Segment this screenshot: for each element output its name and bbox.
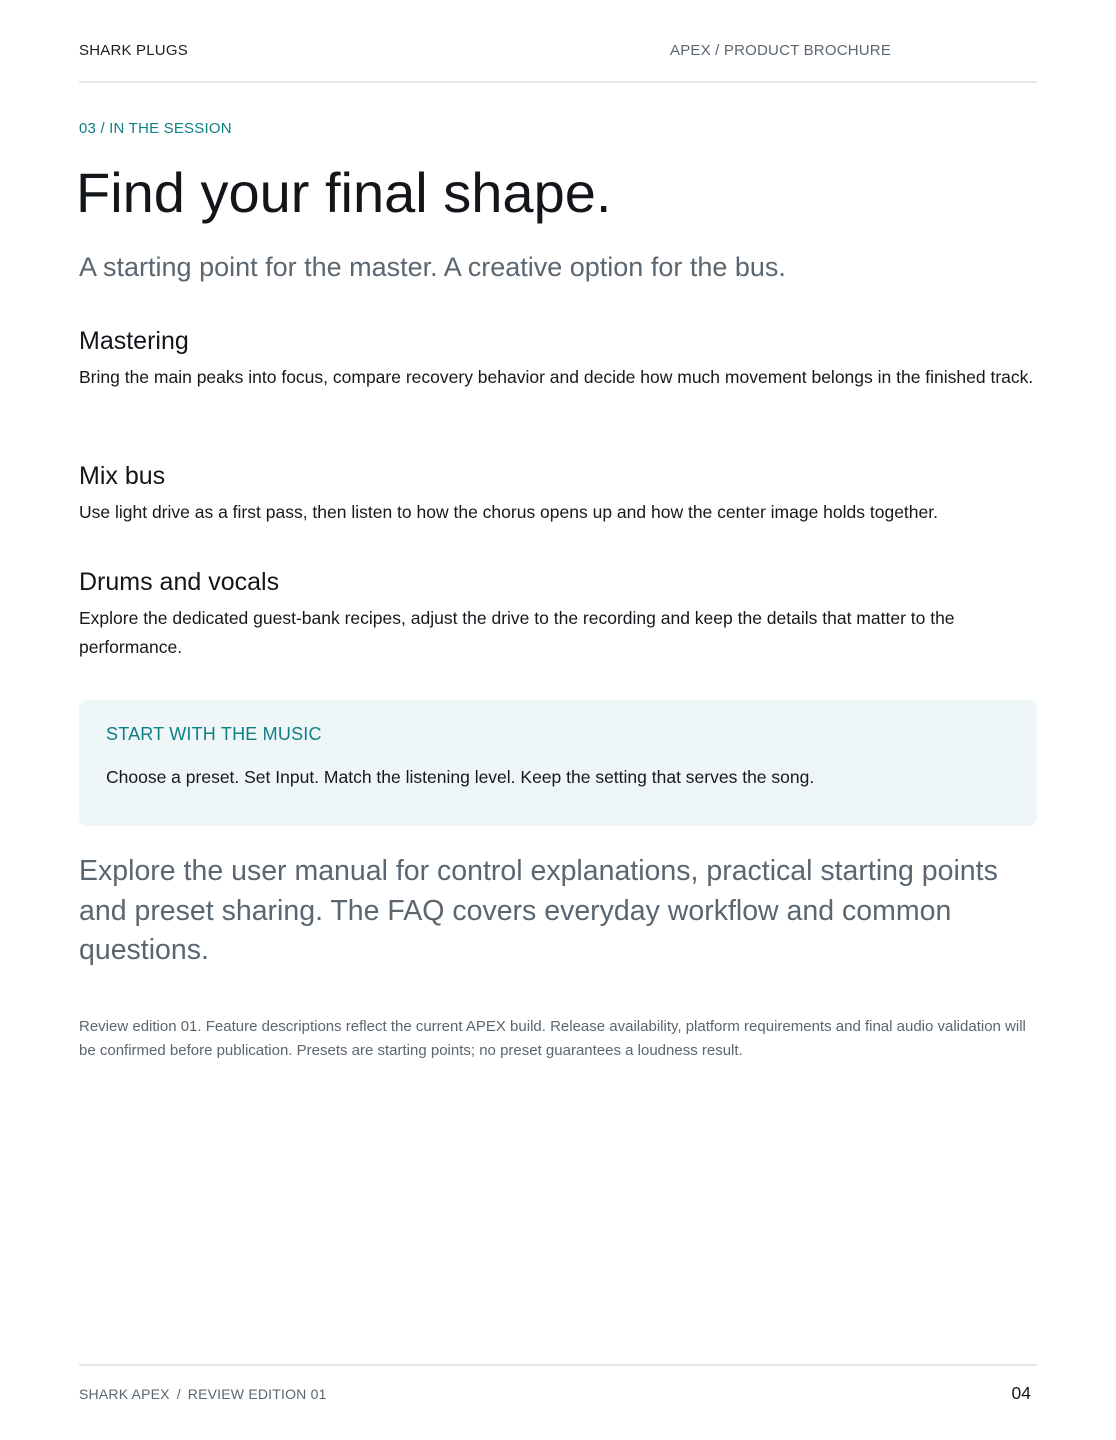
lead-paragraph: Explore the user manual for control explanations, practical starting points and preset sharing. The FAQ covers everyday workflow and common questions. <box>79 855 998 966</box>
page-footer <box>79 1386 327 1402</box>
use-case-heading: Mix bus <box>79 462 166 490</box>
page-title: Find your final shape. <box>76 161 612 224</box>
use-case-body: Use light drive as a first pass, then listen to how the chorus opens up and how the center image holds together. <box>79 502 938 522</box>
footer-separator: / <box>176 1386 181 1402</box>
disclaimer-note: Review edition 01. Feature descriptions reflect the current APEX build. Release availability, platform requirements and final audio validation will be confirmed before publication. Presets are starting points; no preset guarantees a loudness result. <box>79 1018 1026 1059</box>
brand-name: SHARK PLUGS <box>79 42 188 59</box>
page-subtitle: A starting point for the master. A creative option for the bus. <box>79 252 786 282</box>
footer-edition: REVIEW EDITION 01 <box>187 1386 327 1402</box>
callout-text: Choose a preset. Set Input. Match the listening level. Keep the setting that serves the song. <box>106 767 815 787</box>
use-case-body: Explore the dedicated guest-bank recipes, adjust the drive to the recording and keep the details that matter to the performance. <box>79 608 955 657</box>
use-case-mix-bus <box>79 460 1037 527</box>
use-case-drums-and-vocals <box>79 566 1037 661</box>
document-label: APEX / PRODUCT BROCHURE <box>670 42 892 59</box>
callout-box <box>79 700 1037 826</box>
use-case-body: Bring the main peaks into focus, compare recovery behavior and decide how much movement belongs in the finished track. <box>79 367 1034 387</box>
footer-product: SHARK APEX <box>79 1386 170 1402</box>
footer-divider <box>79 1364 1037 1366</box>
page-number: 04 <box>1011 1383 1031 1403</box>
page-header <box>79 42 1037 62</box>
section-label: 03 / IN THE SESSION <box>79 120 232 137</box>
callout-title: START WITH THE MUSIC <box>106 724 322 744</box>
use-case-heading: Mastering <box>79 327 189 355</box>
use-case-mastering <box>79 325 1037 392</box>
header-divider <box>79 81 1037 83</box>
use-case-heading: Drums and vocals <box>79 568 280 596</box>
brochure-page <box>76 0 1037 1440</box>
